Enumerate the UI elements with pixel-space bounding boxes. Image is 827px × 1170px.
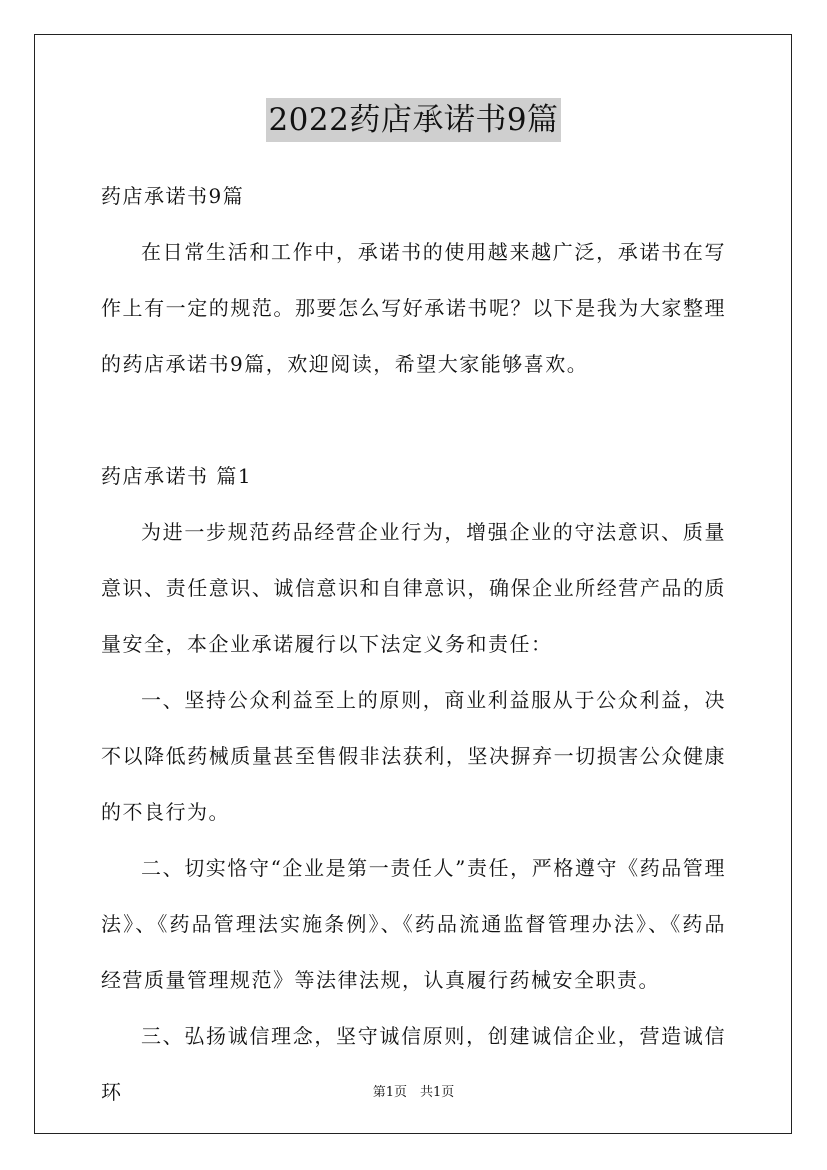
page-footer [0, 1084, 827, 1102]
body-paragraph-4: 三、弘扬诚信理念，坚守诚信原则，创建诚信企业，营造诚信环 [101, 1024, 726, 1104]
document-body [101, 168, 726, 1120]
body-paragraph-3: 二、切实恪守“企业是第一责任人”责任，严格遵守《药品管理法》、《药品管理法实施条例》、《药品流通监督管理办法》、《药品经营质量管理规范》等法律法规，认真履行药械安全职责。 [101, 856, 726, 992]
page-number: 第1页 共1页 [372, 1085, 455, 1100]
body-paragraph-1: 为进一步规范药品经营企业行为，增强企业的守法意识、质量意识、责任意识、诚信意识和自律意识，确保企业所经营产品的质量安全，本企业承诺履行以下法定义务和责任： [101, 520, 726, 656]
intro-paragraph: 在日常生活和工作中，承诺书的使用越来越广泛，承诺书在写作上有一定的规范。那要怎么写好承诺书呢？以下是我为大家整理的药店承诺书9篇，欢迎阅读，希望大家能够喜欢。 [101, 240, 726, 376]
section-spacer [101, 392, 726, 448]
document-title [0, 98, 827, 142]
document-subtitle: 药店承诺书9篇 [101, 184, 245, 208]
document-title-text: 2022药店承诺书9篇 [266, 98, 560, 142]
body-paragraph-2: 一、坚持公众利益至上的原则，商业利益服从于公众利益，决不以降低药械质量甚至售假非法获利，坚决摒弃一切损害公众健康的不良行为。 [101, 688, 726, 824]
section-heading: 药店承诺书 篇1 [101, 464, 253, 488]
